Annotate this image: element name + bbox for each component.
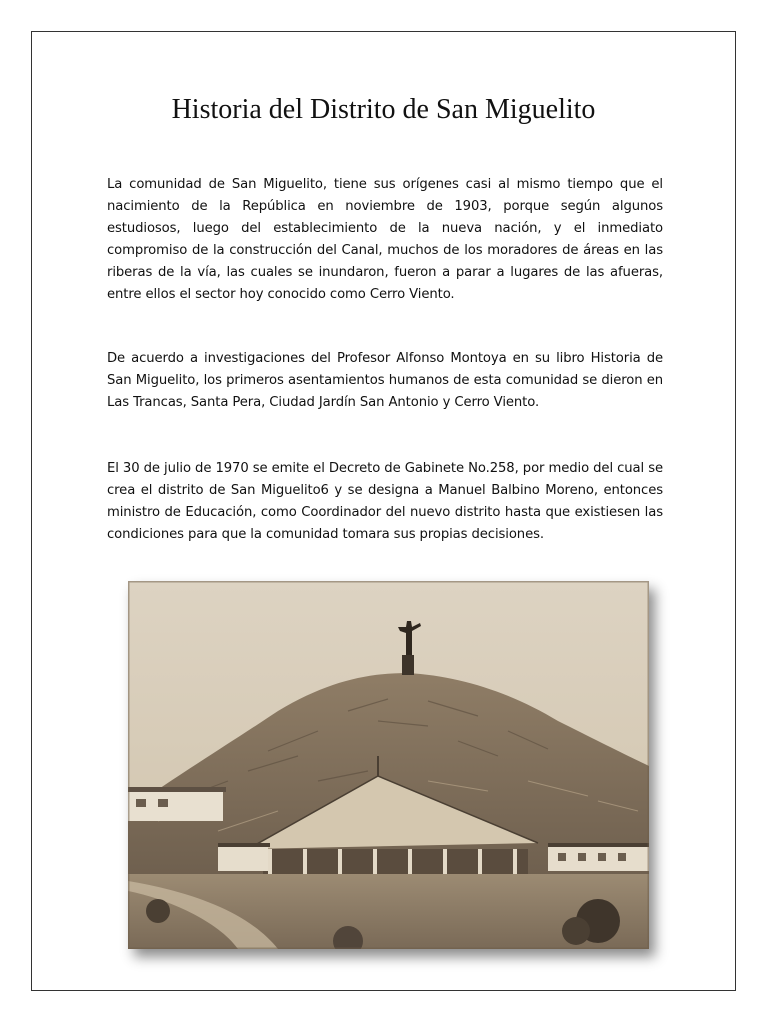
page-title: Historia del Distrito de San Miguelito: [171, 94, 596, 125]
church-body: [263, 849, 528, 874]
paragraph-settlements: De acuerdo a investigaciones del Profesor Alfonso Montoya en su libro Historia de San Miguelito, los primeros asentamientos humanos de esta comunidad se dieron en Las Trancas, Santa Pera, Ciudad Jardín San Antonio y Cerro Viento.: [107, 351, 663, 410]
document-page: [31, 31, 736, 991]
paragraph-decree: El 30 de julio de 1970 se emite el Decreto de Gabinete No.258, por medio del cual se crea el distrito de San Miguelito6 y se designa a Manuel Balbino Moreno, entonces ministro de Educación, como Coordinador del nuevo distrito hasta que existiesen las condiciones para que la comunidad tomara sus propias decisiones.: [107, 461, 663, 542]
historic-photo: [128, 581, 649, 949]
cerro-viento-photo: [128, 581, 649, 949]
statue-base: [402, 655, 414, 675]
paragraph-origins: La comunidad de San Miguelito, tiene sus orígenes casi al mismo tiempo que el nacimiento de la República en noviembre de 1903, porque según algunos estudiosos, luego del establecimiento de la nueva nación, y el inmediato compromiso de la construcción del Canal, muchos de los moradores de áreas en las riberas de la vía, las cuales se inundaron, fueron a parar a lugares de las afueras, entre ellos el sector hoy conocido como Cerro Viento.: [107, 177, 663, 302]
